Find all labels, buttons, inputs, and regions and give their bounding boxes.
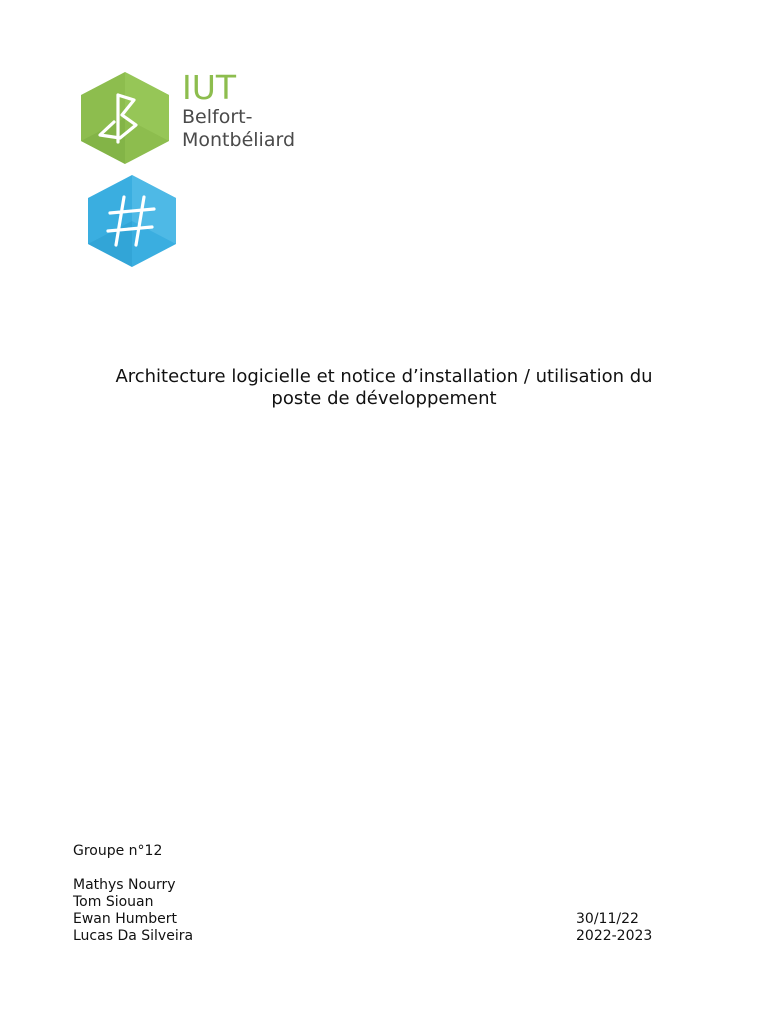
member-name: Mathys Nourry	[73, 877, 176, 893]
title-line-1: Architecture logicielle et notice d’installation / utilisation du	[115, 366, 653, 387]
iut-logo-text	[182, 70, 332, 152]
logo-line-2: Montbéliard	[182, 129, 295, 151]
group-label: Groupe n°12	[73, 843, 163, 859]
member-row	[73, 911, 673, 928]
logo-title: IUT	[182, 68, 237, 107]
document-title	[40, 366, 728, 410]
iut-hexagon-logo-icon	[78, 70, 172, 166]
member-name: Tom Siouan	[73, 894, 154, 910]
member-row	[73, 877, 673, 894]
department-logo	[86, 173, 178, 269]
academic-year: 2022-2023	[576, 928, 653, 944]
member-name: Ewan Humbert	[73, 911, 177, 927]
hash-hexagon-logo-icon	[86, 173, 178, 269]
logo-line-1: Belfort-	[182, 106, 253, 128]
member-row	[73, 928, 673, 945]
document-date: 30/11/22	[576, 911, 639, 927]
title-line-2: poste de développement	[271, 388, 497, 409]
member-row	[73, 894, 673, 911]
iut-logo	[78, 70, 328, 166]
footer-info	[73, 843, 673, 945]
member-name: Lucas Da Silveira	[73, 928, 194, 944]
